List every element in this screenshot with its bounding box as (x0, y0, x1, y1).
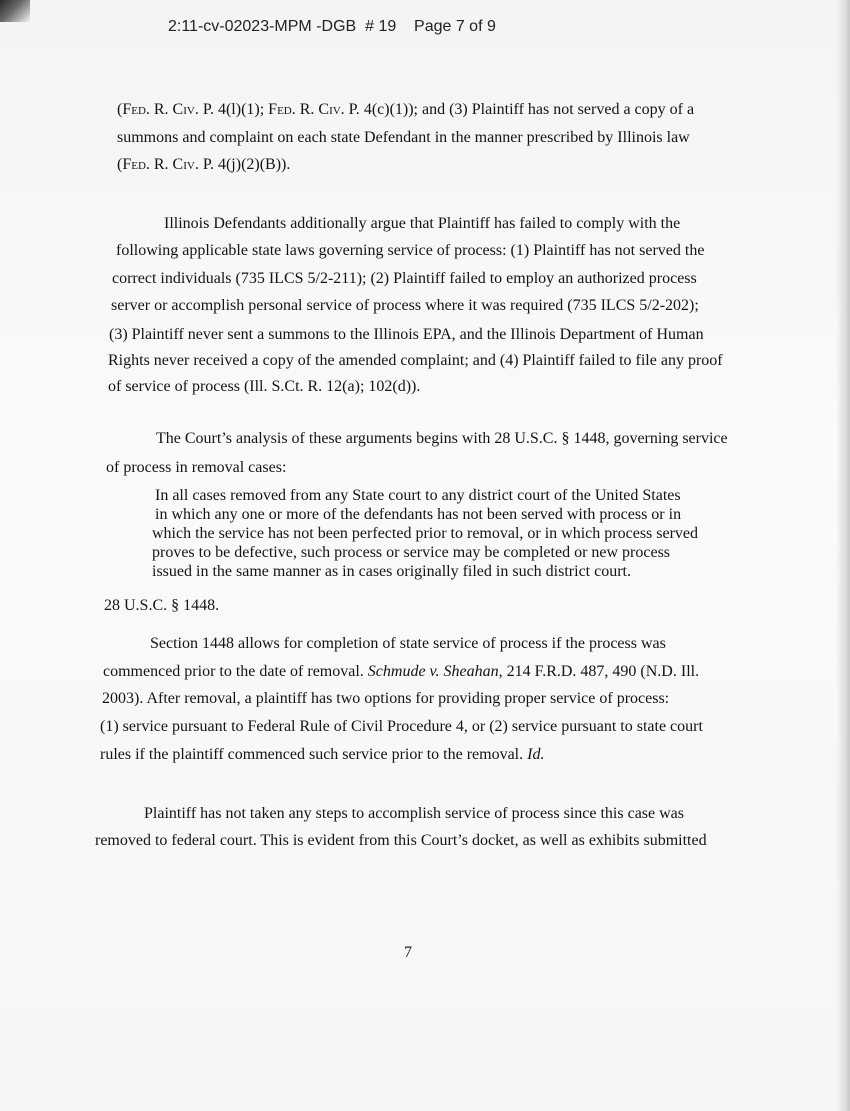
text-line-p2e: (3) Plaintiff never sent a summons to the Illinois EPA, and the Illinois Department of Human (109, 326, 704, 343)
text-line-p5a: Plaintiff has not taken any steps to accomplish service of process since this case was (144, 805, 685, 822)
text-line-p4d: (1) service pursuant to Federal Rule of Civil Procedure 4, or (2) service pursuant to state court (100, 718, 703, 735)
text-line-p1a: (Fed. R. Civ. P. 4(l)(1); Fed. R. Civ. P. 4(c)(1)); and (3) Plaintiff has not served a copy of a (117, 101, 695, 118)
text-line-p1b: summons and complaint on each state Defendant in the manner prescribed by Illinois law (117, 129, 690, 146)
quote-line-3: which the service has not been perfected prior to removal, or in which process served (152, 525, 699, 542)
text-line-p3b: of process in removal cases: (106, 459, 287, 476)
text-line-p2g: of service of process (Ill. S.Ct. R. 12(a); 102(d)). (108, 378, 421, 395)
text-line-p2d: server or accomplish personal service of process where it was required (735 ILCS 5/2-202); (111, 297, 699, 314)
quote-line-1: In all cases removed from any State court to any district court of the United States (155, 487, 681, 504)
text-line-p4a: Section 1448 allows for completion of state service of process if the process was (150, 635, 666, 652)
text-line-p2f: Rights never received a copy of the amended complaint; and (4) Plaintiff failed to file any proof (108, 352, 723, 369)
quote-line-2: in which any one or more of the defendants has not been served with process or in (155, 506, 682, 523)
text-line-p5b: removed to federal court. This is evident from this Court’s docket, as well as exhibits submitted (95, 832, 707, 849)
quote-line-4: proves to be defective, such process or service may be completed or new process (152, 544, 671, 561)
text-line-p4b: commenced prior to the date of removal. Schmude v. Sheahan, 214 F.R.D. 487, 490 (N.D. Ill. (103, 663, 700, 680)
text-line-p3a: The Court’s analysis of these arguments begins with 28 U.S.C. § 1448, governing service (156, 430, 728, 447)
text-line-p4c: 2003). After removal, a plaintiff has two options for providing proper service of process: (102, 690, 670, 707)
text-line-p4e: rules if the plaintiff commenced such service prior to the removal. Id. (100, 746, 545, 763)
scan-corner-shadow (0, 0, 30, 22)
text-line-p1c: (Fed. R. Civ. P. 4(j)(2)(B)). (117, 156, 291, 173)
scan-right-edge (836, 0, 850, 1111)
text-line-p2b: following applicable state laws governing service of process: (1) Plaintiff has not served the (116, 242, 705, 259)
page-number: 7 (404, 944, 412, 961)
text-line-p2c: correct individuals (735 ILCS 5/2-211); (2) Plaintiff failed to employ an authorized process (112, 270, 697, 287)
text-line-p2a: Illinois Defendants additionally argue that Plaintiff has failed to comply with the (164, 215, 681, 232)
case-header: 2:11-cv-02023-MPM -DGB # 19 Page 7 of 9 (168, 18, 496, 35)
statute-citation: 28 U.S.C. § 1448. (104, 597, 220, 614)
quote-line-5: issued in the same manner as in cases originally filed in such district court. (152, 563, 631, 580)
